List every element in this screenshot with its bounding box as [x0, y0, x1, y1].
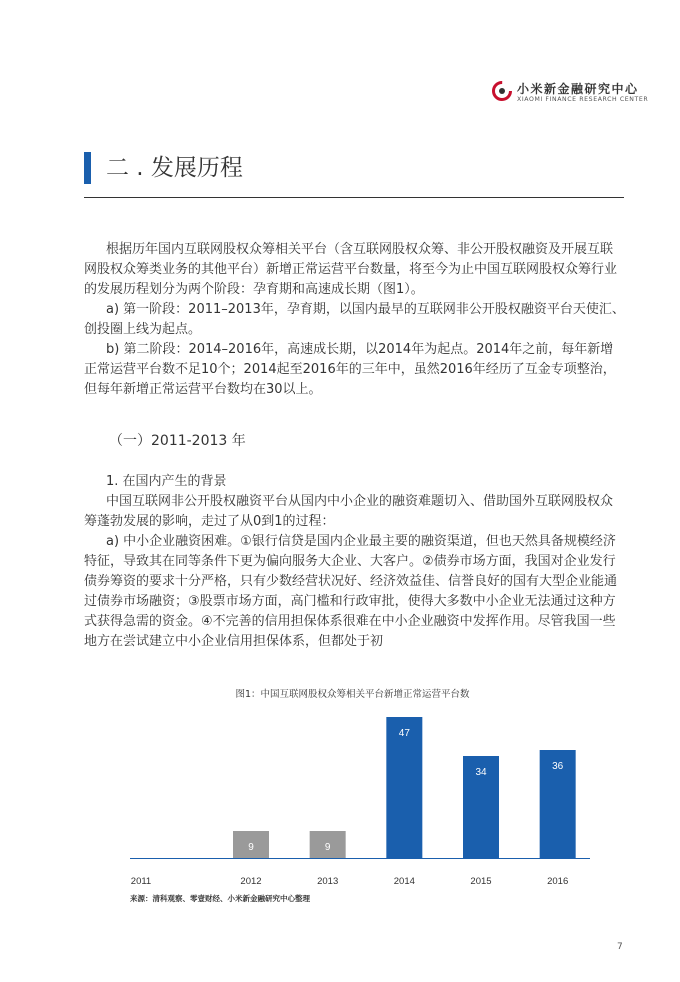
section-title: 二 . 发展历程 [106, 155, 243, 181]
background-heading: 1. 在国内产生的背景 [106, 474, 227, 489]
x-tick-2013: 2013 [317, 876, 339, 887]
bar-label-2014: 47 [398, 728, 410, 739]
x-tick-2016: 2016 [547, 876, 569, 887]
x-tick-2012: 2012 [240, 876, 262, 887]
bar-label-2013: 9 [324, 842, 331, 853]
intro-paragraph: 根据历年国内互联网股权众筹相关平台（含互联网股权众筹、非公开股权融资及开展互联网股权众筹类业务的其他平台）新增正常运营平台数量，将至今为止中国互联网股权众筹行业的发展历程划分为两个阶段：孕育期和高速成长期（图1）。 [84, 242, 618, 297]
subsection-title: （一）2011-2013 年 [109, 433, 246, 449]
background-paragraph: 中国互联网非公开股权融资平台从国内中小企业的融资难题切入、借助国外互联网股权众筹蓬勃发展的影响，走过了从0到1的过程： [84, 494, 614, 529]
chart-title: 图1：中国互联网股权众筹相关平台新增正常运营平台数 [235, 689, 470, 700]
page-number: 7 [617, 942, 623, 952]
bar-label-2015: 34 [475, 767, 487, 778]
stage-two-paragraph: b) 第二阶段：2014–2016年，高速成长期，以2014年为起点。2014年之前，每年新增正常运营平台数不足10个；2014起至2016年的三年中，虽然2016年经历了互金专项整治，但每年新增正常运营平台数均在30以上。 [84, 342, 616, 397]
x-tick-2011: 2011 [130, 876, 152, 887]
bar-label-2016: 36 [552, 761, 564, 772]
x-tick-2014: 2014 [393, 876, 415, 887]
financing-difficulty-paragraph: a) 中小企业融资困难。①银行信贷是国内企业最主要的融资渠道，但也天然具备规模经济特征，导致其在同等条件下更为偏向服务大企业、大客户。②债券市场方面，我国对企业发行债券筹资的要求十分严格，只有少数经营状况好、经济效益佳、信誉良好的国有大型企业能通过债券市场融资；③股票市场方面，高门槛和行政审批，使得大多数中小企业无法通过这种方式获得急需的资金。④不完善的信用担保体系很难在中小企业融资中发挥作用。尽管我国一些地方在尝试建立中小企业信用担保体系，但都处于初 [84, 534, 618, 649]
brand-name-en: XIAOMI FINANCE RESEARCH CENTER [517, 96, 649, 103]
chart-source: 来源：清科观察、零壹财经、小米新金融研究中心整理 [130, 894, 310, 903]
stage-one-paragraph: a) 第一阶段：2011–2013年，孕育期，以国内最早的互联网非公开股权融资平台天使汇、创投圈上线为起点。 [84, 302, 625, 337]
x-tick-2015: 2015 [470, 876, 492, 887]
brand-name-cn: 小米新金融研究中心 [517, 82, 639, 96]
bar-label-2012: 9 [248, 842, 254, 853]
